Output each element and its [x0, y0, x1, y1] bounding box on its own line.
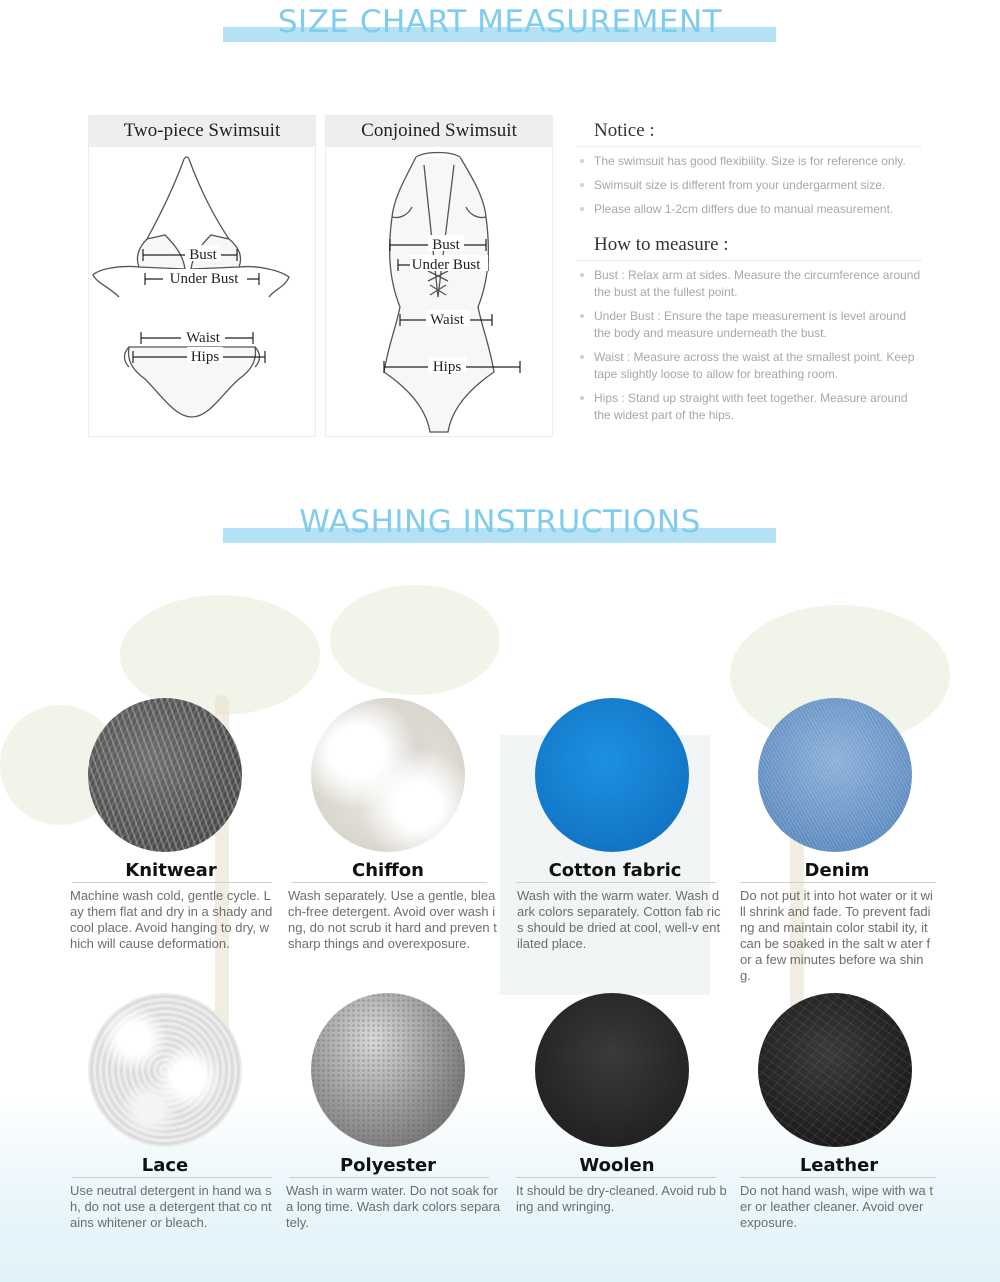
divider [516, 882, 716, 883]
fabric-name: Leather [799, 1155, 879, 1176]
conjoined-drawing [326, 147, 552, 436]
conjoined-underbust-label: Under Bust [411, 257, 481, 273]
two-piece-bust-label: Bust [189, 247, 217, 263]
two-piece-drawing [89, 147, 315, 436]
notice-item: The swimsuit has good flexibility. Size is for reference only. [576, 153, 921, 170]
conjoined-hips-label: Hips [432, 359, 462, 375]
fabric-name: Chiffon [352, 860, 424, 881]
bullet-dot [580, 159, 584, 163]
bullet-dot [580, 207, 584, 211]
cotton-swatch [535, 698, 689, 852]
palm-leaves [330, 585, 500, 695]
measurement-notes [576, 120, 921, 431]
fabric-name: Denim [804, 860, 870, 881]
fabric-description: Wash with the warm water. Wash dark colors separately. Cotton fab rics should be dried at cool, well-v entilated place. [517, 888, 721, 951]
fabric-name: Woolen [579, 1155, 655, 1176]
notice-title: Notice : [576, 120, 921, 147]
denim-swatch [758, 698, 912, 852]
knitwear-swatch [88, 698, 242, 852]
two-piece-diagram [88, 115, 316, 437]
fabric-name: Polyester [339, 1155, 437, 1176]
fabric-description: Wash in warm water. Do not soak for a long time. Wash dark colors separa tely. [286, 1183, 501, 1230]
measure-item: Hips : Stand up straight with feet together. Measure around the widest part of the hips. [576, 390, 921, 424]
bullet-dot [580, 355, 584, 359]
measure-item: Bust : Relax arm at sides. Measure the circumference around the bust at the fullest point. [576, 267, 921, 301]
bullet-dot [580, 396, 584, 400]
fabric-description: Do not hand wash, wipe with wa ter or leather cleaner. Avoid over exposure. [740, 1183, 933, 1230]
notice-item: Swimsuit size is different from your undergarment size. [576, 177, 921, 194]
bullet-dot [580, 273, 584, 277]
fabric-description: Use neutral detergent in hand wa sh, do not use a detergent that co ntains whitener or bleach. [70, 1183, 272, 1230]
fabric-description: Do not put it into hot water or it will shrink and fade. To prevent fading and maintain color stabil ity, it can be soaked in the salt w ater for a few minutes before wa shing. [740, 888, 933, 983]
bullet-dot [580, 314, 584, 318]
divider [72, 882, 272, 883]
size-chart-title: SIZE CHART MEASUREMENT [277, 4, 723, 40]
conjoined-bust-label: Bust [432, 237, 460, 253]
how-to-measure-title: How to measure : [576, 234, 921, 261]
leather-swatch [758, 993, 912, 1147]
fabric-description: It should be dry-cleaned. Avoid rub bing and wringing. [516, 1183, 727, 1214]
conjoined-diagram [325, 115, 553, 437]
fabric-name: Knitwear [125, 860, 217, 881]
conjoined-title: Conjoined Swimsuit [326, 116, 552, 147]
measure-list [576, 267, 921, 424]
notice-item: Please allow 1-2cm differs due to manual measurement. [576, 201, 921, 218]
fabric-name: Lace [141, 1155, 189, 1176]
fabric-description: Wash separately. Use a gentle, blea ch-free detergent. Avoid over wash ing, do not scrub it hard and preven t sharp things and overexposure. [288, 888, 497, 951]
washing-title: WASHING INSTRUCTIONS [299, 504, 701, 540]
measure-item: Waist : Measure across the waist at the smallest point. Keep tape slightly loose to allow for breathing room. [576, 349, 921, 383]
woolen-swatch [535, 993, 689, 1147]
divider [740, 1177, 936, 1178]
polyester-swatch [311, 993, 465, 1147]
two-piece-title: Two-piece Swimsuit [89, 116, 315, 147]
fabric-name: Cotton fabric [548, 860, 682, 881]
measure-item: Under Bust : Ensure the tape measurement is level around the body and measure underneath the bust. [576, 308, 921, 342]
two-piece-waist-label: Waist [186, 330, 220, 346]
divider [291, 882, 487, 883]
fabric-description: Machine wash cold, gentle cycle. Lay them flat and dry in a shady and cool place. Avoid hanging to dry, which will cause deformation. [70, 888, 273, 951]
divider [516, 1177, 716, 1178]
two-piece-hips-label: Hips [190, 349, 220, 365]
divider [740, 882, 936, 883]
conjoined-waist-label: Waist [430, 312, 464, 328]
bullet-dot [580, 183, 584, 187]
divider [289, 1177, 489, 1178]
lace-swatch [88, 993, 242, 1147]
chiffon-swatch [311, 698, 465, 852]
notice-list [576, 153, 921, 218]
divider [72, 1177, 272, 1178]
two-piece-underbust-label: Under Bust [169, 271, 239, 287]
